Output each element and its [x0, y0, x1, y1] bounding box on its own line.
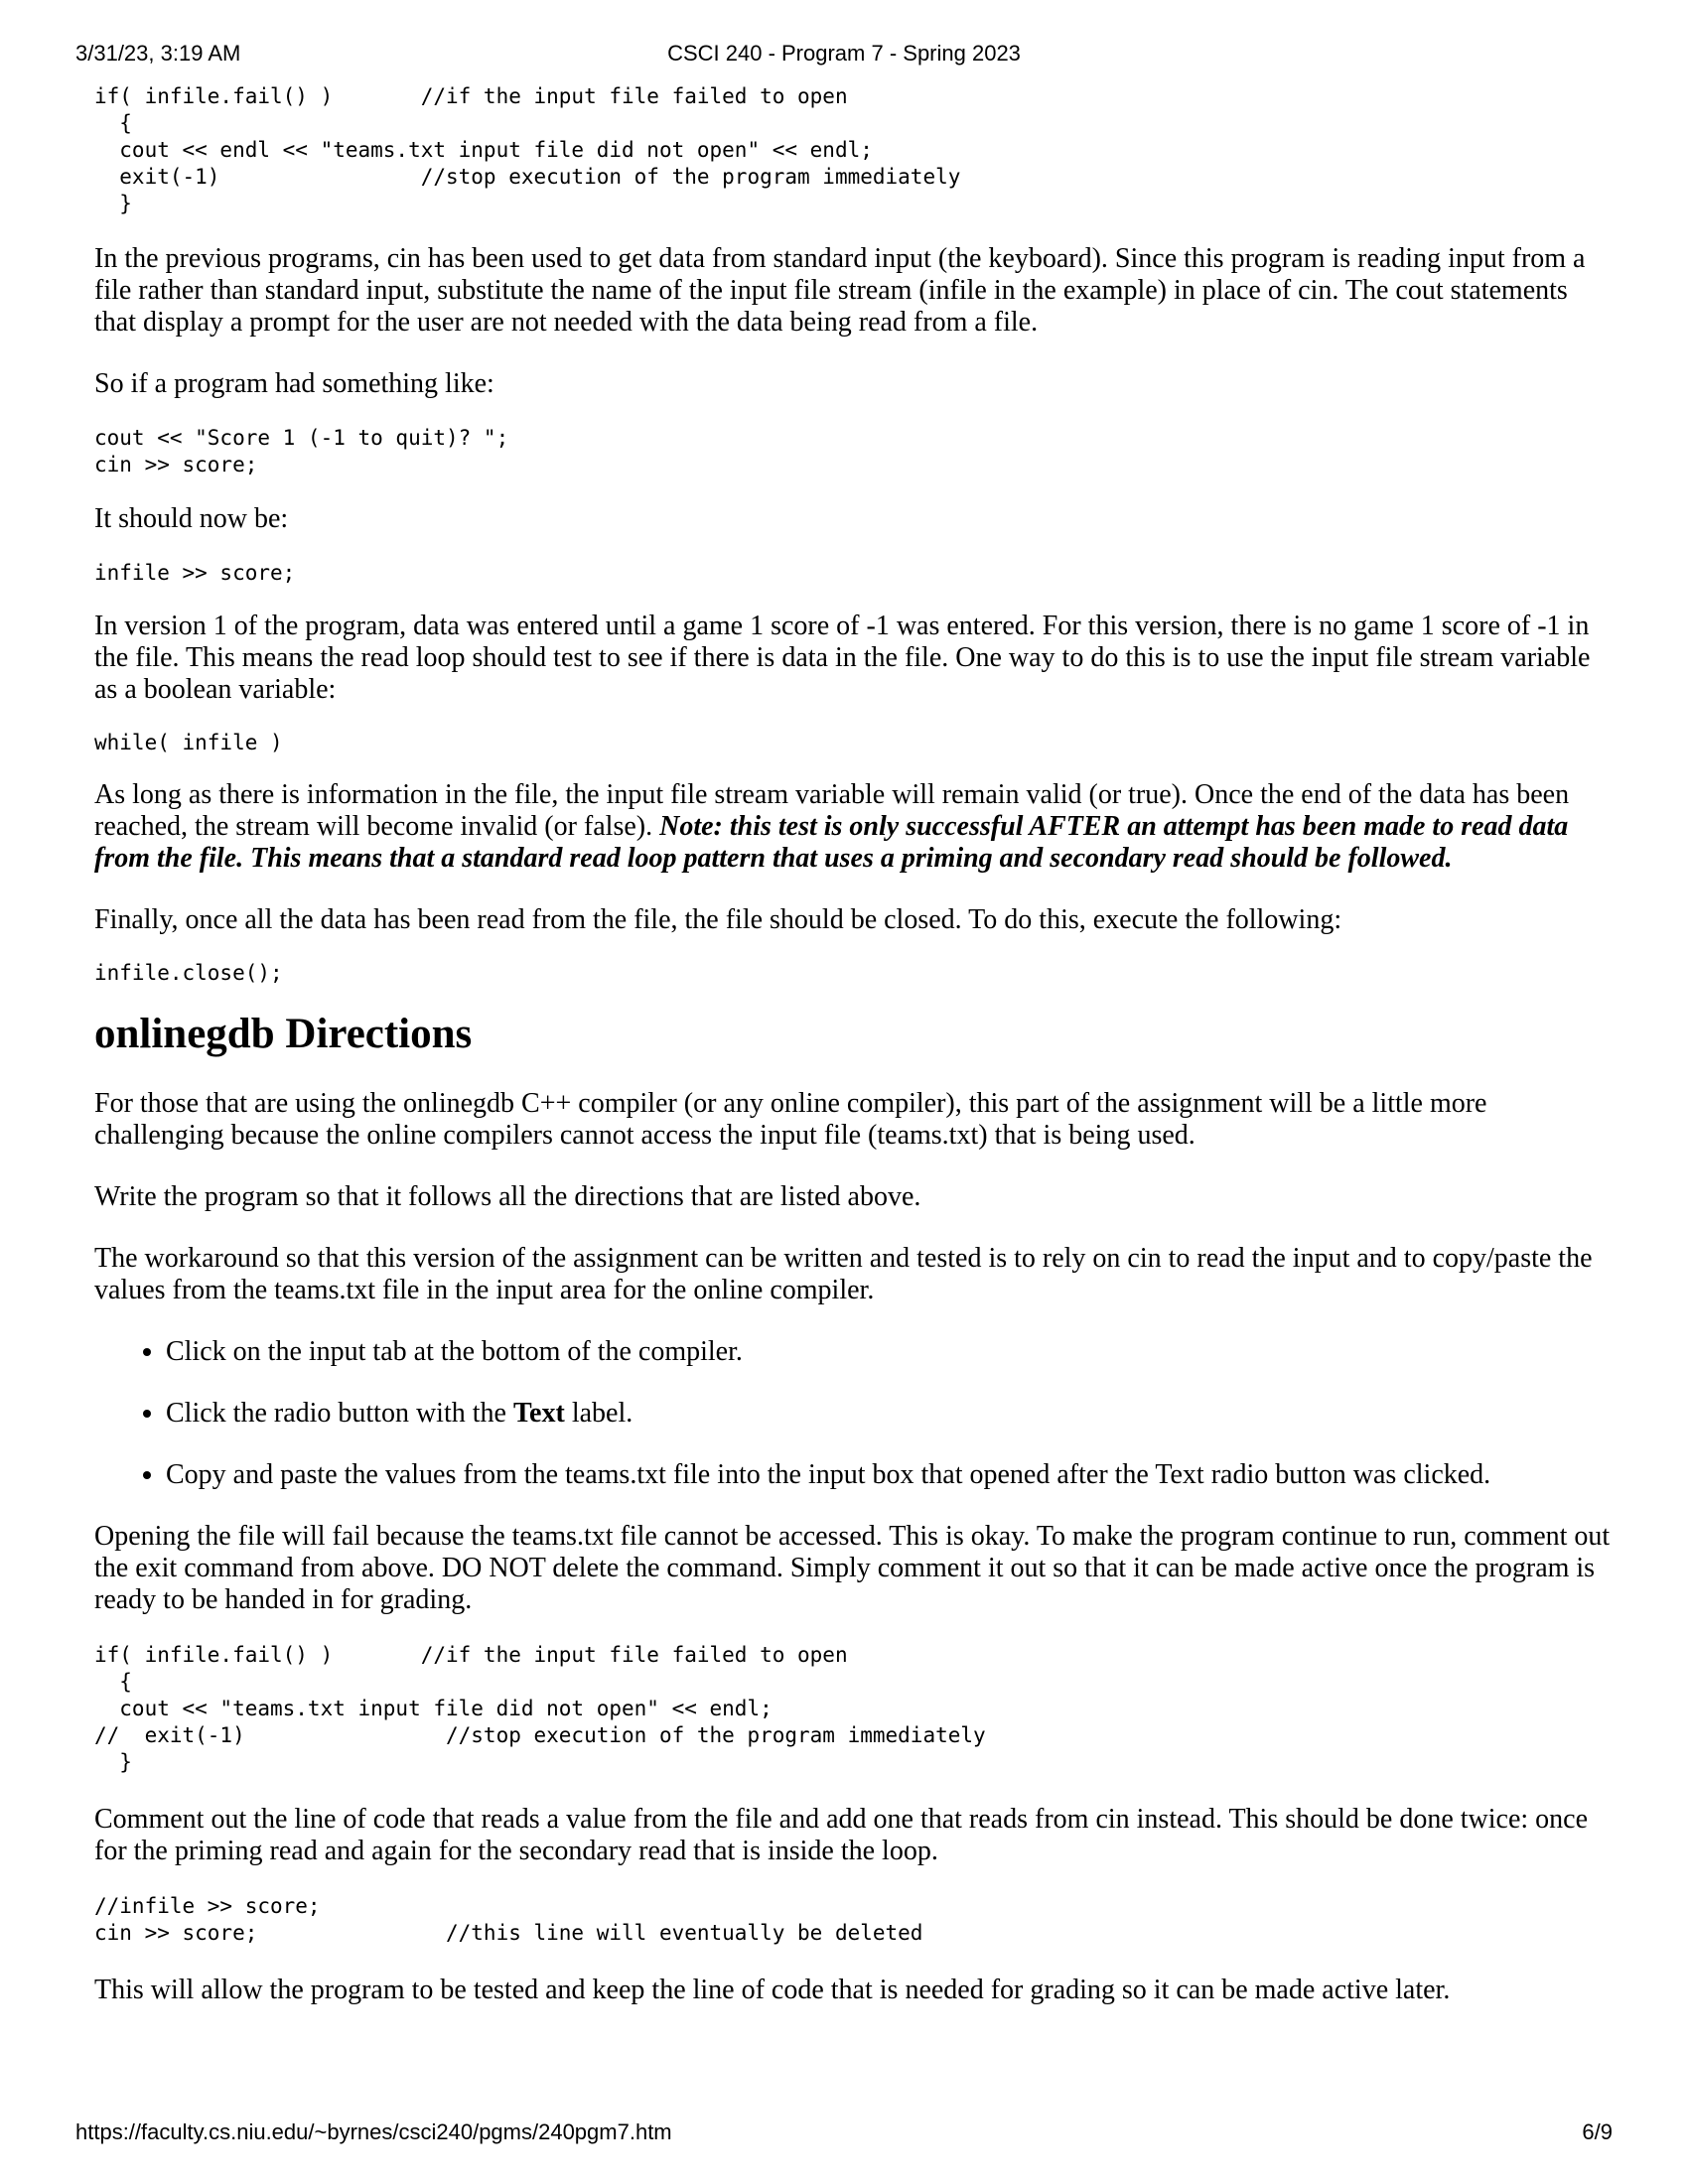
code-block-while-infile: while( infile ): [94, 731, 283, 754]
code-block-commented-exit: if( infile.fail() ) //if the input file failed to open { cout << "teams.txt input file did not open" << endl; // exit(-1) //stop execution of the program immediately }: [94, 1643, 986, 1774]
paragraph-opening-fail: Opening the file will fail because the teams.txt file cannot be accessed. This is okay. To make the program continue to run, comment out the exit command from above. DO NOT delete the command. Simply comment it out so that it can be made active once the program is ready to be handed in for grading.: [94, 1521, 1611, 1615]
bullet-radio-text-post: label.: [564, 1398, 633, 1429]
paragraph-should-now-be: It should now be:: [94, 503, 289, 534]
paragraph-version-1: In version 1 of the program, data was entered until a game 1 score of -1 was entered. For this version, there is no game 1 score of -1 in the file. This means the read loop should test to see if there is data in the file. One way to do this is to use the input file stream variable as a boolean variable:: [94, 611, 1591, 705]
code-block-infile-close: infile.close();: [94, 961, 283, 985]
print-page-number: 6/9: [1582, 2119, 1613, 2144]
paragraph-onlinegdb-intro: For those that are using the onlinegdb C++ compiler (or any online compiler), this part of the assignment will be a little more challenging because the online compilers cannot access the input file (teams.txt) that is being used.: [94, 1088, 1487, 1151]
code-block-infile-read: infile >> score;: [94, 561, 296, 585]
bullet-radio-button: [166, 1398, 1614, 1430]
paragraph-workaround: The workaround so that this version of the assignment can be written and tested is to rely on cin to read the input and to copy/paste the values from the teams.txt file in the input area for the online compiler.: [94, 1243, 1593, 1305]
paragraph-comment-out-read: Comment out the line of code that reads a value from the file and add one that reads from cin instead. This should be done twice: once for the priming read and again for the secondary read that is inside the loop.: [94, 1804, 1589, 1866]
paragraph-allow-testing: This will allow the program to be tested and keep the line of code that is needed for grading so it can be made active later.: [94, 1975, 1451, 2005]
paragraph-write-program: Write the program so that it follows all the directions that are listed above.: [94, 1181, 921, 1212]
code-block-file-check: if( infile.fail() ) //if the input file failed to open { cout << endl << "teams.txt input file did not open" << endl; exit(-1) //stop execution of the program immediately }: [94, 84, 961, 215]
print-url: https://faculty.cs.niu.edu/~byrnes/csci240/pgms/240pgm7.htm: [75, 2119, 672, 2144]
print-title: CSCI 240 - Program 7 - Spring 2023: [667, 41, 1021, 66]
bullet-copy-paste: • Copy and paste the values from the teams.txt file into the input box that opened after the Text radio button was clicked.: [166, 1459, 1614, 1491]
code-block-cin-score: //infile >> score; cin >> score; //this line will eventually be deleted: [94, 1894, 923, 1945]
print-datetime: 3/31/23, 3:19 AM: [75, 41, 241, 66]
bullet-list-steps: [94, 1336, 1614, 1491]
bullet-radio-text-pre: Click the radio button with the: [166, 1398, 513, 1429]
section-heading-onlinegdb: onlinegdb Directions: [94, 1011, 473, 1057]
paragraph-standard-input: In the previous programs, cin has been used to get data from standard input (the keyboard). Since this program is reading input from a file rather than standard input, substitute the name of the input file stream (infile in the example) in place of cin. The cout statements that display a prompt for the user are not needed with the data being read from a file.: [94, 243, 1586, 338]
paragraph-so-if: So if a program had something like:: [94, 368, 494, 399]
bullet-radio-text-bold: Text: [512, 1398, 565, 1429]
paragraph-stream-valid-text: As long as there is information in the file, the input file stream variable will remain valid (or true). Once the end of the data has been reached, the stream will become invalid (or false).: [94, 779, 1570, 842]
document-body: [94, 83, 1614, 2006]
paragraph-close-file: Finally, once all the data has been read from the file, the file should be closed. To do this, execute the following:: [94, 904, 1342, 935]
note-emphasis: Note: this test is only successful AFTER an attempt has been made to read data from the file. This means that a standard read loop pattern that uses a priming and secondary read should be followed.: [94, 811, 1569, 874]
paragraph-stream-valid: [94, 779, 1614, 875]
bullet-input-tab: • Click on the input tab at the bottom of the compiler.: [166, 1336, 1614, 1368]
code-block-cout-cin: cout << "Score 1 (-1 to quit)? "; cin >> score;: [94, 426, 509, 477]
